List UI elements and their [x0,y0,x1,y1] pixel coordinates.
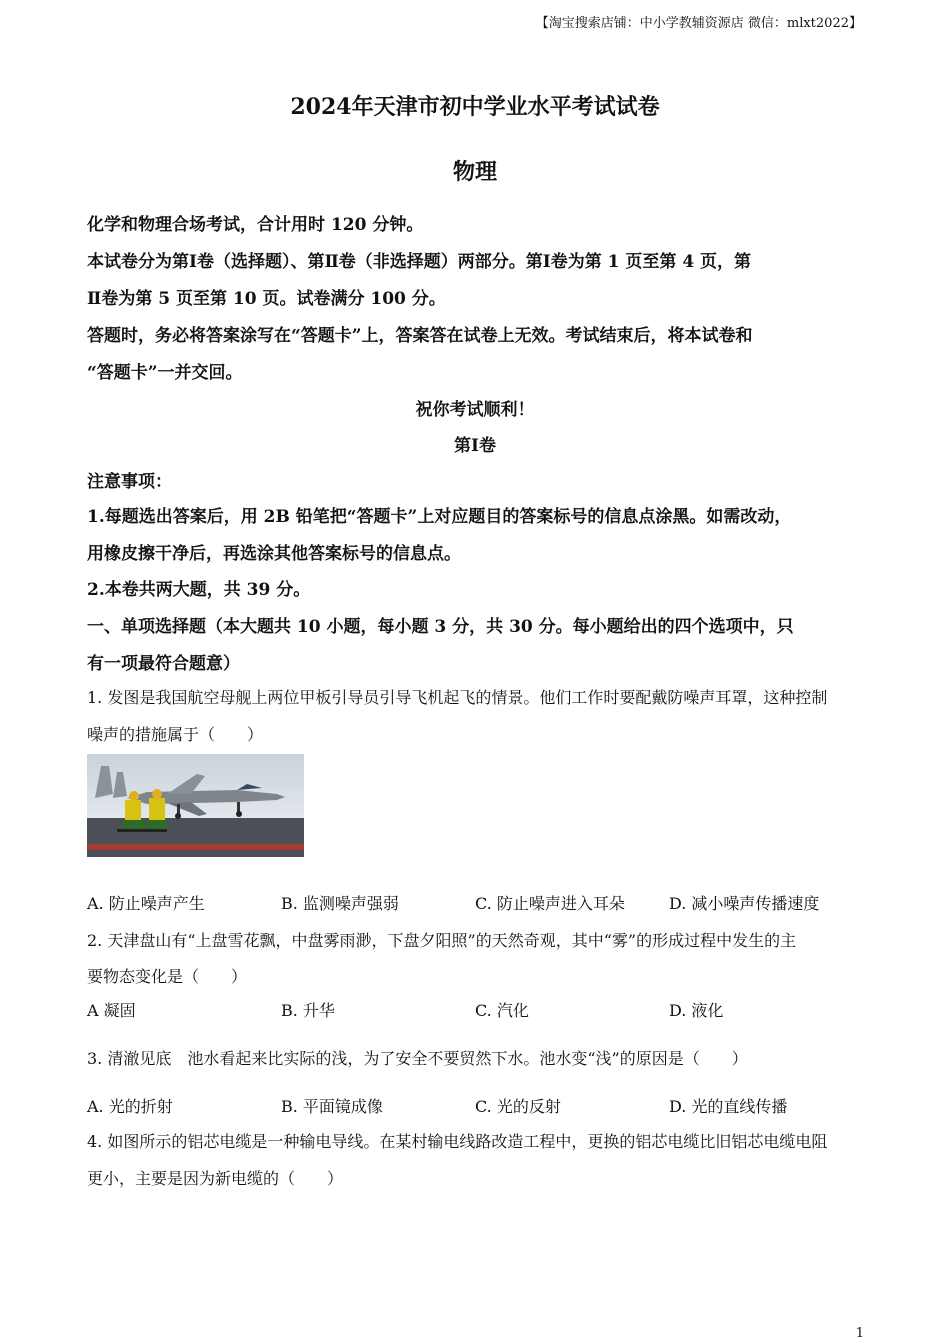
question-text: 3. 清澈见底 池水看起来比实际的浅，为了安全不要贸然下水。池水变“浅”的原因是（ ） [87,1049,748,1068]
part-title: 第Ⅰ卷 [454,436,496,456]
notice-line: 1.每题选出答案后，用 2B 铅笔把“答题卡”上对应题目的答案标号的信息点涂黑。如需改动， [87,507,792,527]
option-d[interactable]: D. 液化 [669,1001,724,1020]
option-c[interactable]: C. 防止噪声进入耳朵 [475,894,625,913]
notice-line: 2.本卷共两大题，共 39 分。 [87,580,311,600]
header-note: 【淘宝搜索店铺：中小学教辅资源店 微信：mlxt2022】 [535,16,862,31]
notice-title: 注意事项： [87,472,172,492]
question-text: 2. 天津盘山有“上盘雪花飘，中盘雾雨渺，下盘夕阳照”的天然奇观，其中“雾”的形成过程中发生的主 [87,931,797,950]
option-d[interactable]: D. 光的直线传播 [669,1097,788,1116]
option-a[interactable]: A 凝固 [87,1001,136,1020]
intro-line: Ⅱ卷为第 5 页至第 10 页。试卷满分 100 分。 [87,289,446,309]
page-number: 1 [855,1326,864,1341]
option-b[interactable]: B. 监测噪声强弱 [281,894,399,913]
option-a[interactable]: A. 防止噪声产生 [87,894,205,913]
option-c[interactable]: C. 光的反射 [475,1097,561,1116]
wish-text: 祝你考试顺利！ [415,400,535,420]
option-d[interactable]: D. 减小噪声传播速度 [669,894,820,913]
notice-line: 用橡皮擦干净后，再选涂其他答案标号的信息点。 [87,544,461,564]
carrier-jet-photo [87,754,304,857]
intro-line: 答题时，务必将答案涂写在“答题卡”上，答案答在试卷上无效。考试结束后，将本试卷和 [87,326,753,346]
question-text: 噪声的措施属于（ ） [87,725,264,744]
intro-line: 化学和物理合场考试，合计用时 120 分钟。 [87,215,424,235]
question-text: 1. 发图是我国航空母舰上两位甲板引导员引导飞机起飞的情景。他们工作时要配戴防噪声耳罩，这种控制 [87,688,828,707]
intro-line: 本试卷分为第Ⅰ卷（选择题）、第Ⅱ卷（非选择题）两部分。第Ⅰ卷为第 1 页至第 4 页，第 [87,252,752,272]
option-a[interactable]: A. 光的折射 [87,1097,173,1116]
subject-title: 物理 [452,159,497,185]
question-text: 要物态变化是（ ） [87,967,248,986]
section-heading: 有一项最符合题意） [87,654,240,674]
option-c[interactable]: C. 汽化 [475,1001,529,1020]
exam-title: 2024年天津市初中学业水平考试试卷 [290,94,660,120]
question-text: 4. 如图所示的铝芯电缆是一种输电导线。在某村输电线路改造工程中，更换的铝芯电缆比旧铝芯电缆电阻 [87,1132,828,1151]
option-b[interactable]: B. 平面镜成像 [281,1097,383,1116]
section-heading: 一、单项选择题（本大题共 10 小题，每小题 3 分，共 30 分。每小题给出的四个选项中，只 [87,617,794,637]
question-text: 更小，主要是因为新电缆的（ ） [87,1169,344,1188]
intro-line: “答题卡”一并交回。 [87,363,243,383]
option-b[interactable]: B. 升华 [281,1001,335,1020]
